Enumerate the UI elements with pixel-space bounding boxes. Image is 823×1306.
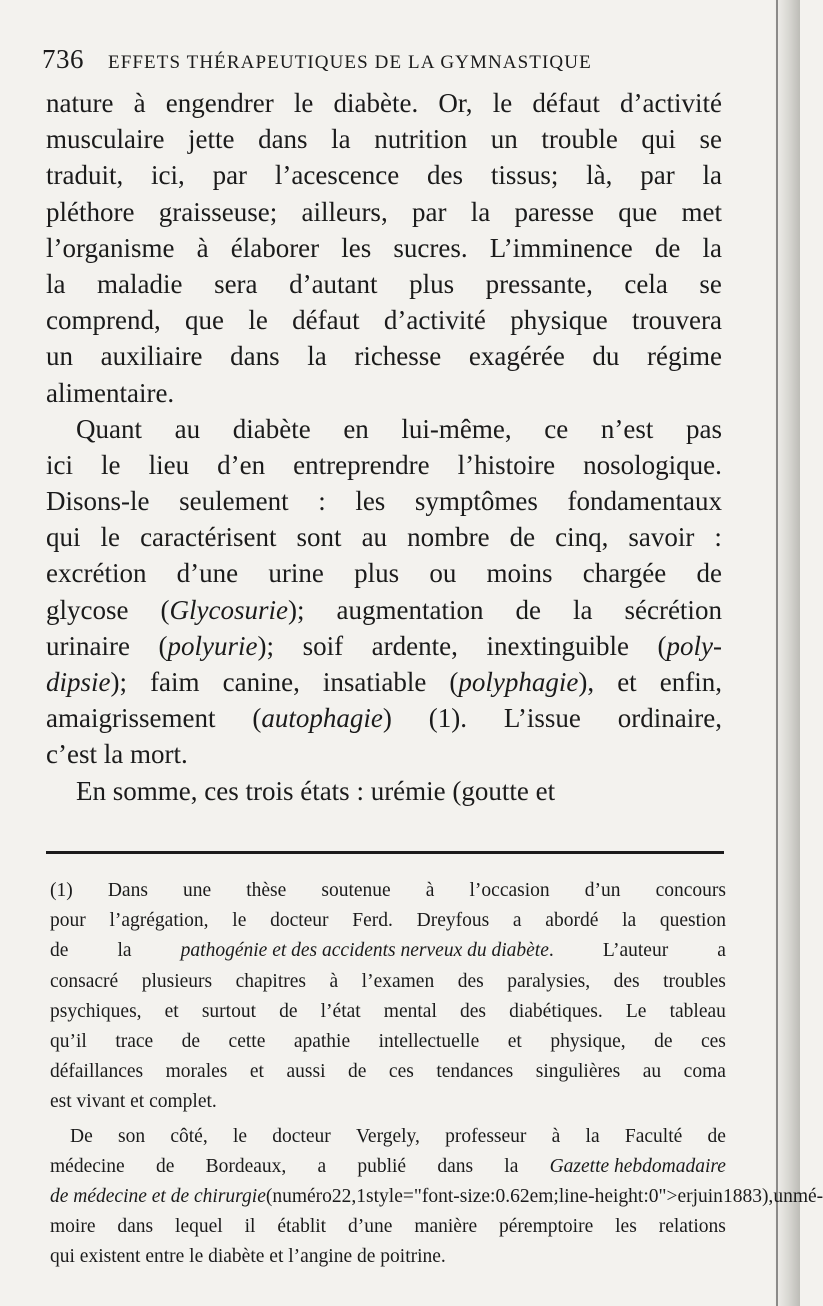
body-text-line: l’organisme à élaborer les sucres. L’imminence de la: [46, 232, 722, 263]
main-text: [46, 85, 722, 809]
footnote-line: De son côté, le docteur Vergely, professeur à la Faculté de: [70, 1125, 726, 1147]
body-text-line: la maladie sera d’autant plus pressante, cela se: [46, 268, 722, 299]
running-title: EFFETS THÉRAPEUTIQUES DE LA GYMNASTIQUE: [108, 52, 592, 73]
body-text-line: excrétion d’une urine plus ou moins chargée de: [46, 558, 722, 589]
footnote-line: psychiques, et surtout de l’état mental des diabétiques. Le tableau: [50, 1000, 726, 1022]
footnote-line: qu’il trace de cette apathie intellectuelle et physique, de ces: [50, 1030, 726, 1052]
page-header: [42, 44, 702, 75]
body-text-line: qui le caractérisent sont au nombre de cinq, savoir :: [46, 522, 722, 553]
page-edge-line: [776, 0, 778, 1306]
body-text-line: En somme, ces trois états : urémie (goutte et: [76, 775, 556, 806]
body-text-line: ici le lieu d’en entreprendre l’histoire nosologique.: [46, 449, 722, 480]
footnote-line: médecine de Bordeaux, a publié dans la Gazette hebdomadaire: [50, 1155, 726, 1177]
body-text-line: comprend, que le défaut d’activité physique trouvera: [46, 305, 722, 336]
footnotes: [50, 876, 823, 1272]
body-text-line: alimentaire.: [46, 377, 175, 408]
body-text-line: un auxiliaire dans la richesse exagérée du régime: [46, 341, 722, 372]
page-number: 736: [42, 44, 84, 74]
body-text-line: traduit, ici, par l’acescence des tissus; là, par la: [46, 160, 722, 191]
footnote-line: (1) Dans une thèse soutenue à l’occasion d’un concours: [50, 880, 726, 901]
footnote-line: qui existent entre le diabète et l’angine de poitrine.: [50, 1246, 446, 1268]
body-text-line: amaigrissement (autophagie) (1). L’issue ordinaire,: [46, 703, 722, 734]
body-text-line: glycose (Glycosurie); augmentation de la sécrétion: [46, 594, 722, 625]
footnote-line: de médecine et de chirurgie (numéro 22, 1 style="font-size:0.62em;line-height:0">er juin 1883), un mé-: [50, 1185, 823, 1207]
footnote-separator-rule: [46, 851, 724, 854]
footnote-line: défaillances morales et aussi de ces tendances singulières au coma: [50, 1061, 726, 1083]
footnote-line: est vivant et complet.: [50, 1091, 217, 1113]
body-text-line: Disons-le seulement : les symptômes fondamentaux: [46, 486, 722, 517]
body-text-line: Quant au diabète en lui-même, ce n’est pas: [76, 413, 722, 444]
footnote-line: consacré plusieurs chapitres à l’examen des paralysies, des troubles: [50, 970, 726, 992]
body-text-line: musculaire jette dans la nutrition un trouble qui se: [46, 124, 722, 155]
footnote-line: pour l’agrégation, le docteur Ferd. Dreyfous a abordé la question: [50, 910, 726, 932]
body-text-line: dipsie); faim canine, insatiable (polyphagie), et enfin,: [46, 667, 722, 697]
body-text-line: nature à engendrer le diabète. Or, le défaut d’activité: [46, 88, 722, 118]
footnote-line: de la pathogénie et des accidents nerveux du diabète. L’auteur a: [50, 940, 726, 962]
footnote-line: moire dans lequel il établit d’une manière péremptoire les relations: [50, 1216, 726, 1238]
body-text-line: c’est la mort.: [46, 739, 188, 770]
body-text-line: urinaire (polyurie); soif ardente, inextinguible (poly-: [46, 630, 722, 661]
body-text-line: pléthore graisseuse; ailleurs, par la paresse que met: [46, 196, 722, 227]
